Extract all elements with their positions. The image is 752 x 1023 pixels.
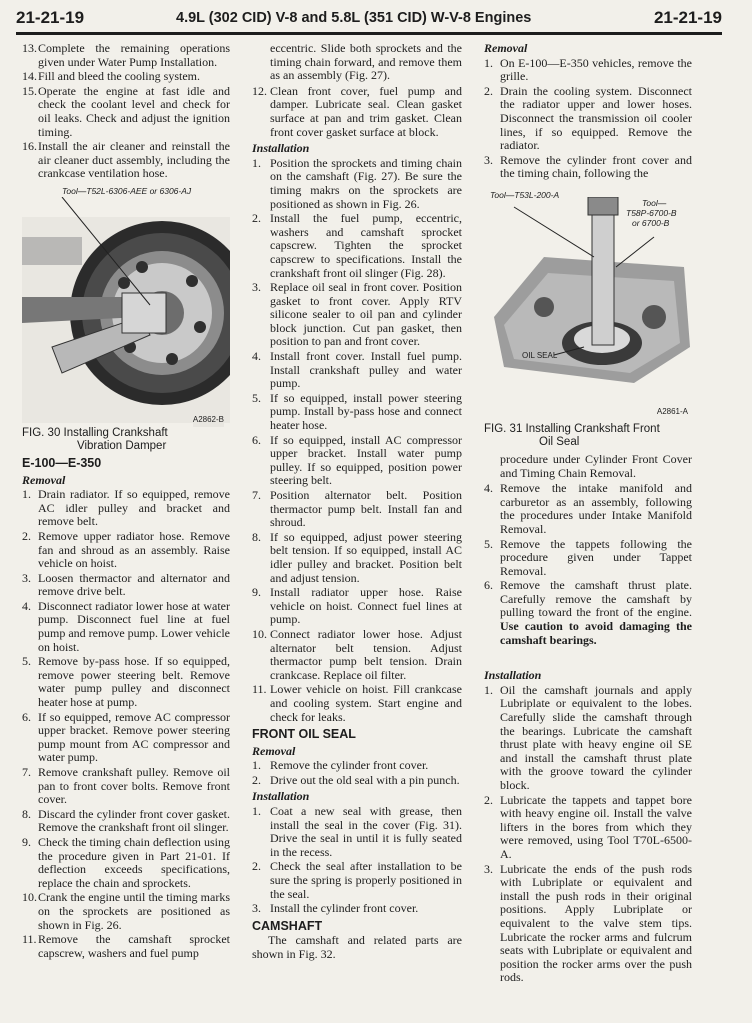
list-item: 2. Check the seal after installation to be sure the spring is properly positioned in the seal. [252,859,462,901]
list-item: 14. Fill and bleed the cooling system. [22,69,200,84]
camshaft-intro: The camshaft and related parts are shown in Fig. 32. [252,933,462,961]
list-item: 16. Install the air cleaner and reinstall the air cleaner duct assembly, including the crankcase ventilation hose. [22,139,230,181]
list-item: 1. On E-100—E-350 vehicles, remove the grille. [484,55,692,84]
list-item: 2. Install the fuel pump, eccentric, washers and camshaft sprocket capscrew. Tighten the sprocket capscrew to specifications. Install the crankshaft front oil slinger (Fig. 28). [252,211,462,280]
list-item: 2. Drain the cooling system. Disconnect the radiator upper and lower hoses. Disconnect the transmission oil cooler lines, if so equipped. Remove the radiator. [484,83,692,153]
camshaft-installation-steps [484,684,692,985]
column-right [484,42,692,987]
section-heading-e100-e350: E-100—E-350 [22,455,102,470]
seal-removal-steps [252,759,462,787]
column-left [22,42,230,962]
figure-31-code: A2861-A [656,406,688,416]
list-item: 5. If so equipped, install power steering pump. Install by-pass hose and connect heater hose. [252,390,462,433]
figure-31 [484,183,692,419]
list-item: 6. If so equipped, install AC compressor upper bracket. Install water pump pulley. If so equipped, position power steering belt. [252,432,462,488]
camshaft-removal-steps [484,57,692,181]
continued-text: procedure under Cylinder Front Cover and Timing Chain Removal. [500,451,692,480]
list-item: 3. Remove the cylinder front cover and the timing chain, following the [484,152,692,181]
list-item: 4. Install front cover. Install fuel pump. Install crankshaft pulley and water pump. [252,349,462,391]
list-item: 10. Connect radiator lower hose. Adjust alternator belt tension. Adjust thermactor pump belt tension. Drain crankcase. Replace oil filter. [252,626,462,682]
page-header [16,6,722,35]
figure-30-tool-label: Tool—T52L-6306-AEE or 6306-AJ [62,185,192,196]
removal-heading: Removal [22,472,66,487]
installation-heading: Installation [252,141,310,156]
caution-text: Use caution to avoid damaging the camshaft bearings. [500,619,692,647]
seal-installation-steps [252,805,462,916]
list-item: 2. Remove upper radiator hose. Remove fan and shroud as an assembly. Raise vehicle on hoist. [22,528,230,571]
crankshaft-damper-illustration [22,197,230,423]
installation-heading: Installation [484,668,542,683]
list-item: 8. Discard the cylinder front cover gasket. Remove the crankshaft front oil slinger. [22,806,230,835]
figure-31-caption: FIG. 31 Installing Crankshaft Front Oil Seal [484,422,660,448]
page-title: 4.9L (302 CID) V-8 and 5.8L (351 CID) W-V-8 Engines [176,10,532,26]
installation-heading: Installation [252,789,310,804]
figure-31-tool-left: Tool—T53L-200-A [490,189,560,200]
list-item: 2. Drive out the old seal with a pin punch. [252,772,460,787]
list-item: 9. Check the timing chain deflection using the procedure given in Part 21-01. If deflection exceeds specifications, replace the chain and sprockets. [22,834,230,890]
section-heading-camshaft: CAMSHAFT [252,918,323,933]
removal-steps-cont [252,85,462,139]
list-item: 3. Lubricate the ends of the push rods with Lubriplate or equivalent and install the push rods in their original positions. Apply Lubriplate or equivalent to the valve stem tips. Lubricate the rocker arms and fulcrum seats with Lubriplate or equivalent and position the rocker arms over the push rods. [484,861,692,985]
figure-31-tool-right-1: Tool— [642,197,667,208]
list-item: 3. Install the cylinder front cover. [252,901,419,916]
camshaft-removal-steps-cont [484,482,692,647]
removal-heading: Removal [252,743,296,758]
list-item: 15. Operate the engine at fast idle and check the coolant level and check for oil leaks. Check and adjust the ignition timing. [22,83,230,139]
list-item: 1. Drain radiator. If so equipped, remove AC idler pulley and bracket and remove belt. [22,487,230,529]
list-item: 7. Position alternator belt. Position thermactor pump belt. Install fan and shroud. [252,488,462,530]
list-item: 5. Remove by-pass hose. If so equipped, remove power steering belt. Remove water pump pulley and disconnect heater hose at pump. [22,654,230,710]
list-item: 13. Complete the remaining operations given under Water Pump Installation. [22,41,230,69]
front-oil-seal-illustration [484,197,692,397]
procedure-list-top [22,42,230,181]
list-item: 5. Remove the tappets following the procedure given under Tappet Removal. [484,536,692,578]
list-item: 8. If so equipped, adjust power steering belt tension. If so equipped, install AC idler pulley and bracket. Position belt and adjust tension. [252,529,462,585]
list-item: 3. Replace oil seal in front cover. Position gasket to front cover. Apply RTV silicone sealer to oil pan and cylinder block junction. Cut pan gasket, then position to pan and front cover. [252,280,462,349]
list-item: 3. Loosen thermactor and alternator and remove drive belt. [22,570,230,599]
list-item: 4. Disconnect radiator lower hose at water pump. Disconnect fuel line at fuel pump and remove pump. Lower vehicle on hoist. [22,598,230,654]
list-item: 11. Remove the camshaft sprocket capscrew, washers and fuel pump [22,932,230,960]
list-item: 7. Remove crankshaft pulley. Remove oil pan to front cover bolts. Remove front cover. [22,765,230,807]
list-item: 1. Position the sprockets and timing chain on the camshaft (Fig. 27). Be sure the timing makrs on the sprockets are positioned as shown in Fig. 26. [252,155,462,211]
figure-30 [22,183,230,423]
figure-30-caption: FIG. 30 Installing Crankshaft Vibration Damper [22,426,168,452]
list-item: 1. Oil the camshaft journals and apply Lubriplate or equivalent to the lobes. Carefully slide the camshaft through the bearings. Lubricate the camshaft thrust plate with heavy engine oil SE and install the camshaft thrust plate with the groove toward the cylinder block. [484,682,692,792]
list-item: 6. Remove the camshaft thrust plate. Carefully remove the camshaft by pulling toward the front of the engine. Use caution to avoid damaging the camshaft bearings. [484,578,692,647]
list-item: 11. Lower vehicle on hoist. Fill crankcase and cooling system. Start engine and check for leaks. [252,682,462,724]
list-item: 10. Crank the engine until the timing marks on the sprockets are positioned as shown in Fig. 26. [22,890,230,932]
column-middle [252,42,462,964]
page-number-left: 21-21-19 [16,8,85,27]
figure-31-oil-seal-label: OIL SEAL [522,350,558,360]
list-item: 1. Coat a new seal with grease, then install the seal in the cover (Fig. 31). Drive the seal in until it is fully seated in the recess. [252,804,462,859]
list-item: 6. If so equipped, remove AC compressor upper bracket. Remove power steering pump mount from AC compressor and water pump. [22,709,230,765]
figure-31-tool-right-3: or 6700-B [632,217,670,228]
list-item: 4. Remove the intake manifold and carburetor as an assembly, following the procedures under Intake Manifold Removal. [484,481,692,536]
section-heading-front-oil-seal: FRONT OIL SEAL [252,727,356,742]
figure-31-tool-right-2: T58P-6700-B [626,207,677,218]
list-item: 1. Remove the cylinder front cover. [252,758,429,773]
list-item: 9. Install radiator upper hose. Raise vehicle on hoist. Connect fuel lines at pump. [252,585,462,627]
list-item: 12. Clean front cover, fuel pump and damper. Lubricate seal. Clean gasket surface at pan and trim gasket. Clean front cover gasket surface at block. [252,83,462,139]
figure-30-code: A2862-B [193,413,224,427]
continued-text: eccentric. Slide both sprockets and the timing chain forward, and remove them as an assembly (Fig. 27). [270,41,462,83]
removal-heading: Removal [484,41,528,55]
removal-steps [22,488,230,960]
page-number-right: 21-21-19 [653,8,722,27]
installation-steps [252,157,462,724]
list-item: 2. Lubricate the tappets and tappet bore with heavy engine oil. Install the valve lifters in the bores from which they were removed, using Tool T70L-6500-A. [484,792,692,861]
